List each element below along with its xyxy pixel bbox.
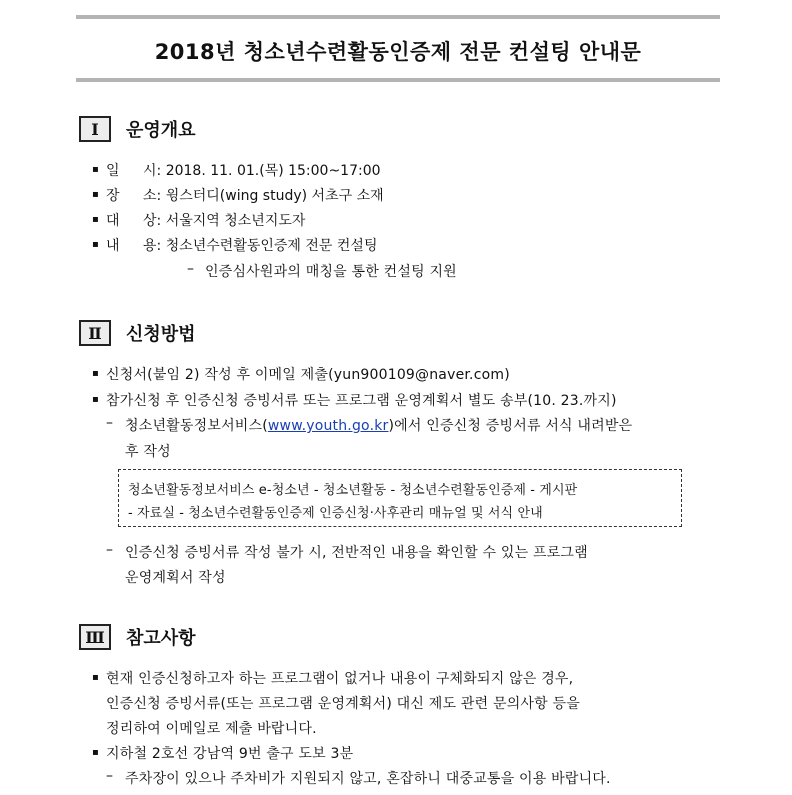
note-1-line-2: 인증신청 증빙서류(또는 프로그램 운영계획서) 대신 제도 관련 문의사항 등을 — [106, 696, 580, 712]
apply-sub-1 — [125, 415, 632, 435]
bullet-icon: ▪ — [92, 394, 99, 405]
dash-icon: – — [187, 261, 194, 277]
dash-icon: – — [106, 542, 113, 558]
note-2-sub: 주차장이 있으나 주차비가 지원되지 않고, 혼잡하니 대중교통을 이용 바랍니다. — [125, 771, 611, 787]
navigation-path-line-1: 청소년활동정보서비스 e-청소년 - 청소년활동 - 청소년수련활동인증제 - 게시판 — [128, 483, 578, 498]
label-part: 소 — [143, 188, 157, 204]
title-bottom-rule — [76, 78, 720, 82]
dash-icon: – — [106, 768, 113, 784]
label-part: 시 — [143, 163, 157, 179]
bullet-icon: ▪ — [92, 747, 99, 758]
apply-sub-2-cont: 운영계획서 작성 — [125, 570, 226, 586]
bullet-icon: ▪ — [92, 164, 99, 175]
label-colon: : — [156, 188, 162, 204]
label-part: 내 — [106, 238, 120, 254]
section-1-header — [79, 114, 196, 144]
bullet-icon: ▪ — [92, 239, 99, 250]
label-part: 일 — [106, 163, 120, 179]
navigation-path-box — [118, 469, 682, 527]
label-part: 대 — [106, 213, 120, 229]
section-2-header — [79, 318, 196, 348]
overview-place-value: 윙스터디(wing study) 서초구 소재 — [165, 188, 384, 204]
apply-step-1: 신청서(붙임 2) 작성 후 이메일 제출(yun900109@naver.com) — [106, 367, 510, 383]
label-colon: : — [156, 238, 162, 254]
apply-step-2: 참가신청 후 인증신청 증빙서류 또는 프로그램 운영계획서 별도 송부(10. 23.까지) — [106, 393, 617, 409]
youth-site-link[interactable]: www.youth.go.kr — [267, 418, 389, 434]
dash-icon: – — [106, 415, 113, 431]
label-colon: : — [156, 213, 162, 229]
top-rule — [76, 15, 720, 19]
label-part: 상 — [143, 213, 157, 229]
section-2-title: 신청방법 — [126, 324, 196, 345]
navigation-path-line-2: - 자료실 - 청소년수련활동인증제 인증신청·사후관리 매뉴얼 및 서식 안내 — [128, 506, 543, 521]
label-colon: : — [156, 163, 162, 179]
overview-target-row — [106, 210, 305, 230]
overview-target-value: 서울지역 청소년지도자 — [165, 213, 306, 229]
apply-sub-1-cont: 후 작성 — [125, 444, 171, 460]
bullet-icon: ▪ — [92, 672, 99, 683]
section-2-numeral: Ⅱ — [79, 320, 111, 346]
bullet-icon: ▪ — [92, 368, 99, 379]
overview-date-row — [106, 160, 381, 180]
note-2: 지하철 2호선 강남역 9번 출구 도보 3분 — [106, 746, 354, 762]
apply-sub-2: 인증신청 증빙서류 작성 불가 시, 전반적인 내용을 확인할 수 있는 프로그램 — [125, 545, 588, 561]
overview-date-value: 2018. 11. 01.(목) 15:00~17:00 — [165, 163, 381, 179]
label-part: 장 — [106, 188, 120, 204]
apply-sub-1-post: )에서 인증신청 증빙서류 서식 내려받은 — [388, 418, 633, 434]
overview-content-value: 청소년수련활동인증제 전문 컨설팅 — [165, 238, 378, 254]
overview-content-row — [106, 235, 377, 255]
overview-sub-item: 인증심사원과의 매칭을 통한 컨설팅 지원 — [205, 264, 457, 280]
note-1-line-1: 현재 인증신청하고자 하는 프로그램이 없거나 내용이 구체화되지 않은 경우, — [106, 671, 574, 687]
document-title: 2018년 청소년수련활동인증제 전문 컨설팅 안내문 — [154, 40, 642, 64]
section-1-title: 운영개요 — [126, 120, 196, 141]
bullet-icon: ▪ — [92, 189, 99, 200]
label-part: 용 — [143, 238, 157, 254]
apply-sub-1-pre: 청소년활동정보서비스( — [125, 418, 268, 434]
section-3-numeral: Ⅲ — [79, 624, 111, 650]
note-1-line-3: 정리하여 이메일로 제출 바랍니다. — [106, 721, 317, 737]
section-3-title: 참고사항 — [126, 628, 196, 649]
section-3-header — [79, 622, 196, 652]
bullet-icon: ▪ — [92, 214, 99, 225]
overview-place-row — [106, 185, 384, 205]
section-1-numeral: Ⅰ — [79, 116, 111, 142]
